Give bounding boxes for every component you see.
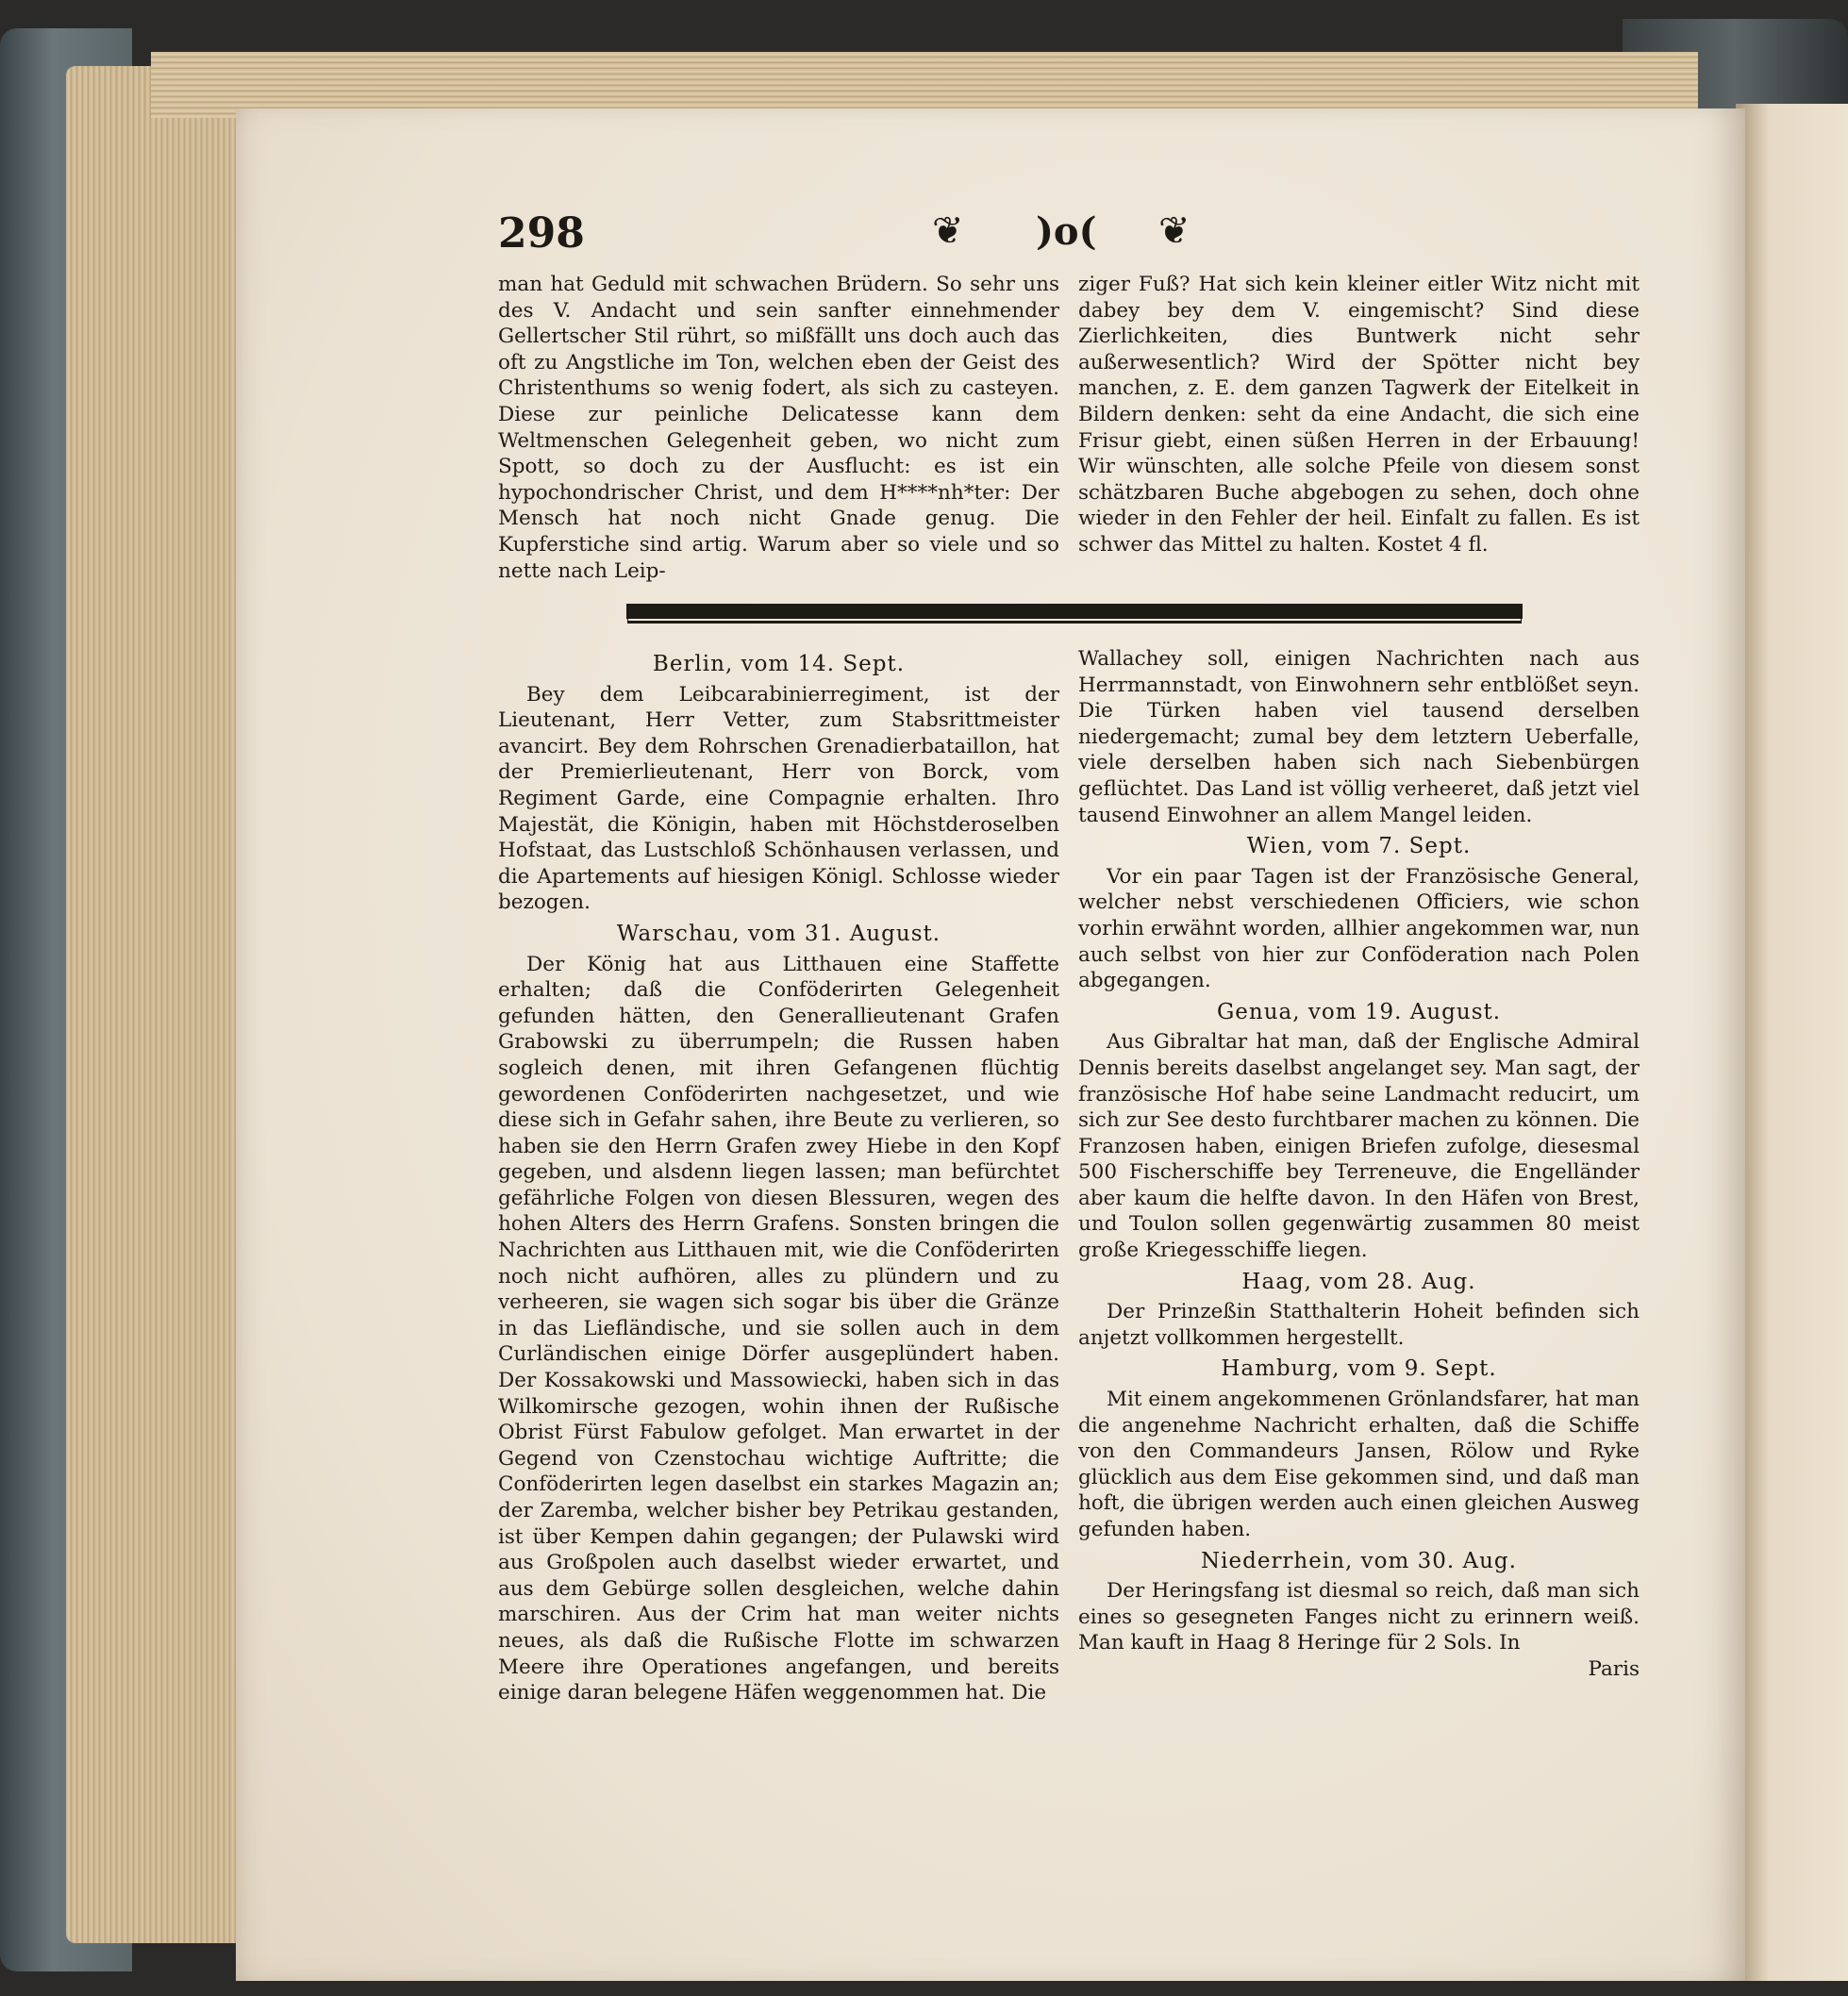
facing-page [1736,104,1848,1981]
news-hamburg: Mit einem angekommenen Grönlandsfarer, hat man die angenehme Nachricht erhalten, daß die Schiffe von den Commandeurs Jansen, Rölow und Ryke glücklich aus dem Eise gekommen sind, und daß man hoft, die übrigen werden auch einen gleichen Ausweg gefunden haben. [1078,1388,1640,1541]
page-edges-left [66,66,245,1943]
section-divider [626,604,1523,619]
dateline-niederrhein: Niederrhein, vom 30. Aug. [1201,1548,1517,1573]
review-column-left [498,272,1059,584]
news-column-left [498,646,1059,1706]
review-text-right: ziger Fuß? Hat sich kein kleiner eitler Witz nicht mit dabey bey dem V. eingemischt? Sind diese Zierlichkeiten, dies Buntwerk nicht sehr außerwesentlich? Wird der Spötter nicht bey manchen, z. E. dem ganzen Tagwerk der Eitelkeit in Bildern denken: seht da eine Andacht, die sich eine Frisur giebt, einen süßen Herren in der Erbauung! Wir wünschten, alle solche Pfeile von diesem sonst schätzbaren Buche abgebogen zu sehen, doch ohne wieder in den Fehler der heil. Einfalt zu fallen. Es ist schwer das Mittel zu halten. Kostet 4 fl. [1078,273,1640,557]
news-genua: Aus Gibraltar hat man, daß der Englische Admiral Dennis bereits daselbst angelanget sey. Man sagt, der französische Hof habe seine Landmacht reducirt, um sich zur See desto furchtbarer machen zu können. Die Franzosen haben, einigen Briefen zufolge, diesesmal 500 Fischerschiffe bey Terreneuve, die Engelländer aber kaum die helfte davon. In den Häfen von Brest, und Toulon sollen gegenwärtig zusammen 80 meist große Kriegesschiffe liegen. [1078,1030,1640,1263]
ornament-left-icon: ❦ [932,209,964,253]
dateline-berlin: Berlin, vom 14. Sept. [652,652,906,676]
news-warschau: Der König hat aus Litthauen eine Staffette erhalten; daß die Conföderirten Gelegenheit gefunden hätten, den Generallieutenant Grafen Grabowski zu überrumpeln; die Russen haben sogleich denen, mit ihren Gefangenen flüchtig gewordenen Conföderirten nachgesetzet, und wie diese sich in Gefahr sahen, ihre Beute zu verlieren, so haben sie den Herrn Grafen zwey Hiebe in den Kopf gegeben, und alsdenn liegen lassen; man befürchtet gefährliche Folgen von diesen Blessuren, wegen des hohen Alters des Herrn Grafens. Sonsten bringen die Nachrichten aus Litthauen mit, wie die Conföderirten noch nicht aufhören, alles zu plündern und zu verheeren, sie wagen sich sogar bis über die Gränze in das Liefländische, und sie sollen auch in dem Curländischen einige Dörfer ausgeplündert haben. Der Kossakowski und Massowiecki, haben sich in das Wilkomirsche gezogen, wohin ihnen der Rußische Obrist Fürst Fabulow gefolget. Man erwartet in der Gegend von Czenstochau wichtige Auftritte; die Conföderirten legen daselbst ein starkes Magazin an; der Zaremba, welcher bisher bey Petrikau gestanden, ist über Kempen dahin gegangen; der Pulawski wird aus Großpolen auch daselbst wieder erwartet, und aus dem Gebürge sollen desgleichen, welche dahin marschiren. Aus der Crim hat man weiter nichts neues, als daß die Rußische Flotte im schwarzen Meere ihre Operationes angefangen, und bereits einige daran belegene Häfen weggenommen hat. Die [498,952,1059,1705]
ornament-right-icon: ❦ [1158,209,1190,253]
dateline-hamburg: Hamburg, vom 9. Sept. [1221,1356,1497,1382]
dateline-haag: Haag, vom 28. Aug. [1241,1269,1476,1294]
page-header [498,209,1215,266]
news-niederrhein: Der Heringsfang ist diesmal so reich, daß man sich eines so gesegneten Fanges nicht zu erinnern weiß. Man kauft in Haag 8 Heringe für 2 Sols. In [1078,1579,1640,1655]
news-wallachey: Wallachey soll, einigen Nachrichten nach aus Herrmannstadt, von Einwohnern sehr entblößet seyn. Die Türken haben viel tausend derselben niedergemacht; zumal bey dem letztern Ueberfalle, viele derselben haben sich nach Siebenbürgen geflüchtet. Das Land ist völlig verheeret, daß jetzt viel tausend Einwohner an allem Mangel leiden. [1078,647,1640,827]
catchword: Paris [1588,1656,1640,1681]
news-column-right [1078,646,1640,1683]
page-number: 298 [498,209,585,258]
ornament-center-icon: )o( [1036,209,1097,254]
news-haag: Der Prinzeßin Statthalterin Hoheit befinden sich anjetzt vollkommen hergestellt. [1078,1300,1640,1350]
news-wien: Vor ein paar Tagen ist der Französische General, welcher nebst verschiedenen Officiers, wie schon vorhin erwähnt worden, allhier angekommen war, nun auch selbst von hier zur Conföderation nach Polen abgegangen. [1078,864,1640,993]
review-column-right [1078,272,1640,558]
news-berlin: Bey dem Leibcarabinierregiment, ist der Lieutenant, Herr Vetter, zum Stabsrittmeister avancirt. Bey dem Rohrschen Grenadierbataillon, hat der Premierlieutenant, Herr von Borck, vom Regiment Garde, eine Compagnie erhalten. Ihro Majestät, die Königin, haben mit Höchstderoselben Hofstaat, das Lustschloß Schönhausen verlassen, und die Apartements auf hiesigen Königl. Schlosse wieder bezogen. [498,682,1059,915]
dateline-warschau: Warschau, vom 31. August. [616,921,941,946]
dateline-genua: Genua, vom 19. August. [1216,999,1502,1024]
dateline-wien: Wien, vom 7. Sept. [1246,834,1472,859]
review-text-left: man hat Geduld mit schwachen Brüdern. So sehr uns des V. Andacht und sein sanfter einnehmender Gellertscher Stil rührt, so mißfällt uns doch auch das oft zu Angstliche im Ton, welchen eben der Geist des Christenthums so wenig fodert, als sich zu casteyen. Diese zur peinliche Delicatesse kann dem Weltmenschen Gelegenheit geben, wo nicht zum Spott, so doch zu der Ausflucht: es ist ein hypochondrischer Christ, und dem H****nh*ter: Der Mensch hat noch nicht Gnade genug. Die Kupferstiche sind artig. Warum aber so viele und so nette nach Leip- [498,273,1059,583]
